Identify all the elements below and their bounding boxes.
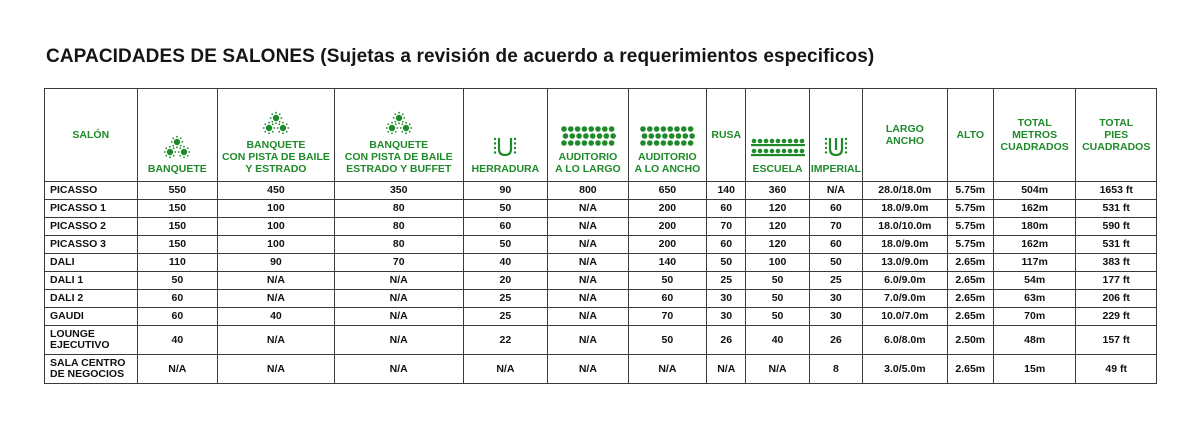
table-cell: 50 [463,200,548,218]
table-cell: 30 [707,290,746,308]
table-cell: N/A [218,355,335,384]
table-cell: 2.65m [947,355,993,384]
column-header [137,89,218,182]
table-cell: 50 [628,272,706,290]
table-cell: 18.0/10.0m [863,218,948,236]
table-cell: 50 [137,272,218,290]
column-header-label: TOTAL METROS CUADRADOS [1000,117,1069,153]
table-cell: 590 ft [1076,218,1157,236]
table-cell: 120 [746,200,809,218]
table-cell: 70m [993,308,1076,326]
table-cell: 5.75m [947,182,993,200]
table-cell: 120 [746,218,809,236]
table-row [45,182,1157,200]
column-header-label: BANQUETE [147,163,207,175]
table-cell: 450 [218,182,335,200]
table-cell: N/A [334,355,463,384]
table-cell: 30 [707,308,746,326]
table-row [45,355,1157,384]
room-name-cell: PICASSO [45,182,138,200]
table-cell: 30 [809,290,862,308]
table-cell: 60 [809,200,862,218]
table-row [45,200,1157,218]
table-cell: 28.0/18.0m [863,182,948,200]
table-cell: N/A [809,182,862,200]
classroom-icon [750,137,806,159]
room-name-cell: SALA CENTRO DE NEGOCIOS [45,355,138,384]
header-row [45,89,1157,182]
table-row [45,236,1157,254]
table-cell: 60 [707,200,746,218]
column-header-label: LARGO ANCHO [885,123,925,147]
table-row [45,254,1157,272]
table-row [45,326,1157,355]
table-cell: 90 [218,254,335,272]
column-header [707,89,746,182]
capacity-table [44,88,1157,384]
table-row [45,272,1157,290]
table-cell: 60 [137,308,218,326]
table-cell: 200 [628,236,706,254]
table-cell: 180m [993,218,1076,236]
room-name-cell: DALI 2 [45,290,138,308]
column-header [746,89,809,182]
table-cell: 50 [463,236,548,254]
table-cell: 2.65m [947,254,993,272]
column-header [809,89,862,182]
column-header-label: RUSA [711,129,742,141]
table-cell: 6.0/9.0m [863,272,948,290]
table-body [45,182,1157,384]
table-cell: 8 [809,355,862,384]
table-cell: 70 [809,218,862,236]
table-cell: 200 [628,200,706,218]
column-header-label: ALTO [956,129,985,141]
table-cell: N/A [334,308,463,326]
page-title: CAPACIDADES DE SALONES (Sujetas a revisión de acuerdo a requerimientos especificos) [46,46,875,67]
room-name-cell: DALI [45,254,138,272]
table-cell: N/A [334,272,463,290]
table-cell: 504m [993,182,1076,200]
table-cell: N/A [137,355,218,384]
table-cell: 13.0/9.0m [863,254,948,272]
table-cell: 100 [218,236,335,254]
column-header [548,89,629,182]
table-cell: 157 ft [1076,326,1157,355]
table-cell: 60 [137,290,218,308]
table-cell: 54m [993,272,1076,290]
table-cell: N/A [746,355,809,384]
table-cell: 80 [334,200,463,218]
table-cell: 206 ft [1076,290,1157,308]
table-cell: 22 [463,326,548,355]
table-cell: 2.65m [947,290,993,308]
table-cell: 50 [746,308,809,326]
room-name-cell: LOUNGE EJECUTIVO [45,326,138,355]
table-cell: N/A [548,218,629,236]
table-cell: 70 [628,308,706,326]
column-header [947,89,993,182]
table-cell: N/A [218,326,335,355]
table-cell: 177 ft [1076,272,1157,290]
column-header [45,89,138,182]
table-cell: 25 [809,272,862,290]
imperial-icon [821,135,851,159]
column-header-label: AUDITORIO A LO LARGO [555,151,621,175]
table-cell: 140 [628,254,706,272]
table-cell: 200 [628,218,706,236]
table-cell: 550 [137,182,218,200]
column-header-label: TOTAL PIES CUADRADOS [1082,117,1151,153]
table-cell: N/A [548,200,629,218]
column-header [993,89,1076,182]
table-cell: 48m [993,326,1076,355]
table-cell: 100 [218,200,335,218]
table-cell: 50 [746,290,809,308]
table-cell: 63m [993,290,1076,308]
column-header [1076,89,1157,182]
table-cell: 25 [707,272,746,290]
theater-seating-icon [639,125,695,147]
table-cell: 100 [218,218,335,236]
table-cell: 162m [993,236,1076,254]
table-cell: 150 [137,236,218,254]
column-header [863,89,948,182]
table-cell: 50 [707,254,746,272]
table-cell: N/A [548,308,629,326]
table-cell: 10.0/7.0m [863,308,948,326]
table-cell: 7.0/9.0m [863,290,948,308]
table-cell: 70 [334,254,463,272]
column-header [218,89,335,182]
table-cell: 50 [628,326,706,355]
table-cell: 140 [707,182,746,200]
table-cell: 25 [463,290,548,308]
round-tables-icon [162,135,192,159]
table-cell: 60 [628,290,706,308]
table-cell: 5.75m [947,236,993,254]
round-tables-icon [384,111,414,135]
table-cell: 1653 ft [1076,182,1157,200]
table-cell: 60 [707,236,746,254]
table-cell: N/A [334,290,463,308]
table-cell: 18.0/9.0m [863,200,948,218]
table-cell: N/A [548,272,629,290]
table-cell: 2.65m [947,272,993,290]
table-cell: 40 [137,326,218,355]
table-cell: N/A [628,355,706,384]
room-name-cell: PICASSO 3 [45,236,138,254]
table-cell: 80 [334,236,463,254]
horseshoe-icon [490,135,520,159]
column-header-label: AUDITORIO A LO ANCHO [634,151,701,175]
table-cell: N/A [548,236,629,254]
table-cell: 162m [993,200,1076,218]
table-cell: 18.0/9.0m [863,236,948,254]
room-name-cell: PICASSO 1 [45,200,138,218]
table-cell: 40 [218,308,335,326]
table-cell: N/A [707,355,746,384]
room-name-cell: PICASSO 2 [45,218,138,236]
table-cell: 531 ft [1076,200,1157,218]
table-cell: 229 ft [1076,308,1157,326]
room-name-cell: DALI 1 [45,272,138,290]
table-cell: 350 [334,182,463,200]
table-cell: 50 [746,272,809,290]
table-cell: 150 [137,200,218,218]
column-header-label: HERRADURA [471,163,540,175]
table-cell: N/A [548,254,629,272]
column-header-label: BANQUETE CON PISTA DE BAILE ESTRADO Y BUFFET [344,139,453,175]
table-cell: 2.65m [947,308,993,326]
table-row [45,308,1157,326]
table-cell: 6.0/8.0m [863,326,948,355]
table-cell: 60 [809,236,862,254]
table-cell: 26 [707,326,746,355]
table-cell: N/A [218,290,335,308]
table-cell: 30 [809,308,862,326]
table-cell: 26 [809,326,862,355]
table-cell: 80 [334,218,463,236]
table-cell: N/A [548,326,629,355]
table-cell: N/A [463,355,548,384]
column-header [463,89,548,182]
table-cell: 5.75m [947,218,993,236]
table-row [45,290,1157,308]
table-cell: 40 [746,326,809,355]
table-cell: 5.75m [947,200,993,218]
table-cell: N/A [218,272,335,290]
column-header-label: BANQUETE CON PISTA DE BAILE Y ESTRADO [221,139,330,175]
table-cell: 531 ft [1076,236,1157,254]
table-cell: 70 [707,218,746,236]
table-cell: 60 [463,218,548,236]
table-cell: 117m [993,254,1076,272]
table-cell: 20 [463,272,548,290]
column-header [628,89,706,182]
table-cell: 110 [137,254,218,272]
table-cell: 25 [463,308,548,326]
table-cell: 3.0/5.0m [863,355,948,384]
column-header-label: ESCUELA [752,163,803,175]
table-cell: 120 [746,236,809,254]
theater-seating-icon [560,125,616,147]
table-cell: 2.50m [947,326,993,355]
table-cell: 150 [137,218,218,236]
table-cell: 383 ft [1076,254,1157,272]
table-cell: N/A [548,355,629,384]
table-cell: 49 ft [1076,355,1157,384]
table-cell: 90 [463,182,548,200]
column-header-label: SALÓN [72,129,110,141]
table-cell: 800 [548,182,629,200]
table-row [45,218,1157,236]
table-cell: 100 [746,254,809,272]
round-tables-icon [261,111,291,135]
table-cell: N/A [548,290,629,308]
table-cell: 15m [993,355,1076,384]
column-header [334,89,463,182]
table-cell: 50 [809,254,862,272]
table-cell: N/A [334,326,463,355]
table-cell: 650 [628,182,706,200]
table-cell: 360 [746,182,809,200]
room-name-cell: GAUDI [45,308,138,326]
table-cell: 40 [463,254,548,272]
column-header-label: IMPERIAL [810,163,861,175]
